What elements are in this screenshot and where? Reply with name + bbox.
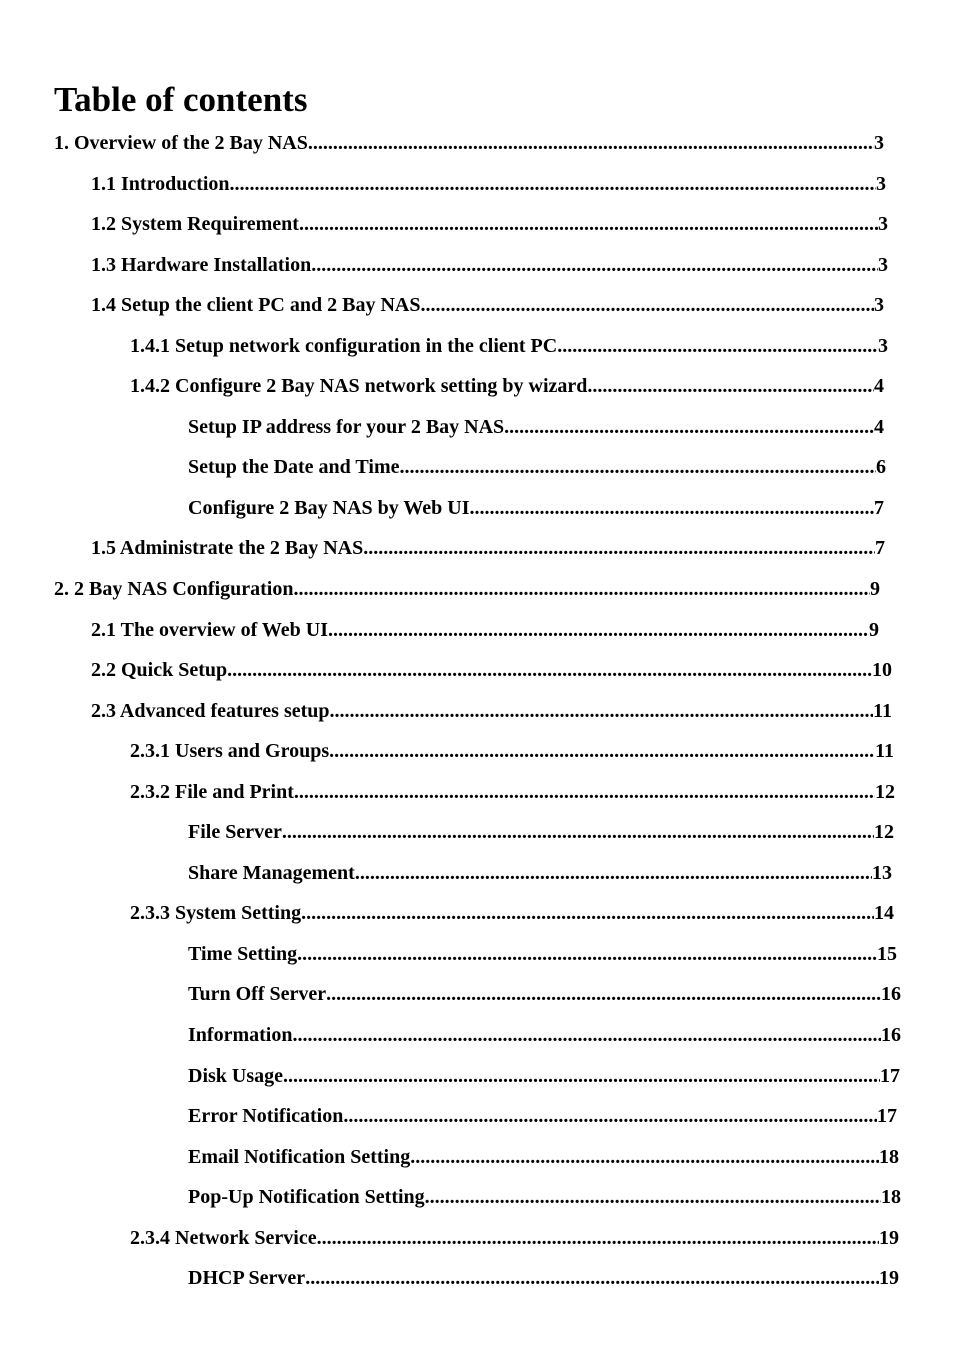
dot-leader <box>282 818 874 846</box>
toc-entry-label: Disk Usage <box>188 1064 284 1087</box>
toc-entry-page-number: 10 <box>872 659 892 682</box>
toc-entry-label: Setup the Date and Time <box>188 456 400 479</box>
toc-entry-label: DHCP Server <box>188 1267 306 1290</box>
dot-leader <box>305 1264 879 1292</box>
toc-entry-page-number: 16 <box>881 983 901 1006</box>
toc-entry[interactable] <box>0 1183 901 1224</box>
toc-entry-page-number: 17 <box>877 1105 897 1128</box>
toc-entry-label: 2.3.3 System Setting <box>130 902 302 925</box>
toc-entry-page-number: 3 <box>878 334 888 357</box>
toc-entry-label: Configure 2 Bay NAS by Web UI <box>188 496 470 519</box>
toc-entry[interactable] <box>0 1143 899 1184</box>
toc-entry-label: Error Notification <box>188 1105 344 1128</box>
toc-entry-page-number: 18 <box>879 1145 899 1168</box>
toc-entry[interactable] <box>0 575 880 616</box>
dot-leader <box>330 697 874 725</box>
dot-leader <box>301 899 874 927</box>
dot-leader <box>308 129 874 157</box>
dot-leader <box>470 494 874 522</box>
toc-entry[interactable] <box>0 372 884 413</box>
toc-entry-label: 1.4.2 Configure 2 Bay NAS network setting by wizard <box>130 375 588 398</box>
toc-entry-label: Pop-Up Notification Setting <box>188 1186 425 1209</box>
dot-leader <box>587 372 874 400</box>
toc-entry[interactable] <box>0 210 888 251</box>
toc-entry[interactable] <box>0 778 895 819</box>
toc-entry-label: 2.3.4 Network Service <box>130 1226 317 1249</box>
toc-entry[interactable] <box>0 656 892 697</box>
dot-leader <box>326 980 881 1008</box>
toc-entry-page-number: 17 <box>880 1064 900 1087</box>
dot-leader <box>363 534 875 562</box>
dot-leader <box>317 1224 879 1252</box>
toc-entry[interactable] <box>0 1264 899 1305</box>
toc-entry-page-number: 16 <box>881 1024 901 1047</box>
toc-entry-page-number: 3 <box>874 132 884 154</box>
toc-entry[interactable] <box>0 1062 900 1103</box>
toc-entry[interactable] <box>0 413 884 454</box>
toc-entry[interactable] <box>0 534 885 575</box>
toc-entry[interactable] <box>0 697 892 738</box>
toc-entry-page-number: 18 <box>881 1186 901 1209</box>
dot-leader <box>311 251 878 279</box>
toc-entry-label: Turn Off Server <box>188 983 327 1006</box>
dot-leader <box>425 1183 881 1211</box>
dot-leader <box>557 332 878 360</box>
dot-leader <box>283 1062 880 1090</box>
dot-leader <box>329 737 875 765</box>
toc-entry-page-number: 4 <box>874 415 884 438</box>
toc-entry-page-number: 6 <box>876 456 886 479</box>
toc-entry[interactable] <box>0 291 884 332</box>
dot-leader <box>227 656 872 684</box>
dot-leader <box>230 170 876 198</box>
toc-entry[interactable] <box>0 453 886 494</box>
toc-entry-page-number: 7 <box>875 537 885 560</box>
toc-entry-page-number: 12 <box>875 780 895 803</box>
toc-entry-label: File Server <box>188 821 282 844</box>
toc-entry-label: 2.3.2 File and Print <box>130 780 294 803</box>
toc-entry[interactable] <box>0 737 894 778</box>
dot-leader <box>343 1102 877 1130</box>
toc-entry[interactable] <box>0 251 888 292</box>
toc-entry[interactable] <box>0 940 897 981</box>
dot-leader <box>355 859 872 887</box>
toc-entry-label: 1.3 Hardware Installation <box>91 253 312 276</box>
dot-leader <box>400 453 876 481</box>
toc-entry-page-number: 9 <box>869 618 879 641</box>
toc-entry[interactable] <box>0 170 886 211</box>
toc-entry-page-number: 3 <box>878 253 888 276</box>
toc-entry[interactable] <box>0 332 888 373</box>
toc-entry[interactable] <box>0 129 884 170</box>
toc-entry-label: 2. 2 Bay NAS Configuration <box>54 578 294 601</box>
dot-leader <box>297 940 877 968</box>
toc-entry-page-number: 13 <box>872 861 892 884</box>
toc-entry-label: 2.3 Advanced features setup <box>91 699 330 722</box>
toc-list <box>0 129 954 1305</box>
toc-entry-label: 2.1 The overview of Web UI <box>91 618 329 641</box>
toc-entry-label: 1. Overview of the 2 Bay NAS <box>54 132 308 154</box>
dot-leader <box>292 1021 881 1049</box>
toc-entry-page-number: 12 <box>874 821 894 844</box>
toc-entry-page-number: 15 <box>877 942 897 965</box>
toc-entry-label: 1.2 System Requirement <box>91 213 299 236</box>
dot-leader <box>420 291 874 319</box>
toc-entry[interactable] <box>0 616 879 657</box>
toc-entry-page-number: 7 <box>874 496 884 519</box>
toc-entry-page-number: 19 <box>879 1226 899 1249</box>
dot-leader <box>328 616 869 644</box>
toc-entry-label: 1.4 Setup the client PC and 2 Bay NAS <box>91 294 421 317</box>
toc-entry-page-number: 4 <box>874 375 884 398</box>
toc-entry[interactable] <box>0 1021 901 1062</box>
dot-leader <box>299 210 878 238</box>
toc-entry[interactable] <box>0 494 884 535</box>
toc-entry[interactable] <box>0 899 894 940</box>
toc-entry-page-number: 3 <box>874 294 884 317</box>
toc-entry-page-number: 3 <box>878 213 888 236</box>
dot-leader <box>294 778 875 806</box>
toc-entry[interactable] <box>0 1102 897 1143</box>
toc-entry-page-number: 11 <box>875 740 894 763</box>
toc-entry[interactable] <box>0 980 901 1021</box>
toc-entry-label: 2.2 Quick Setup <box>91 659 228 682</box>
toc-entry-page-number: 19 <box>879 1267 899 1290</box>
toc-entry-label: Email Notification Setting <box>188 1145 411 1168</box>
toc-entry-label: Share Management <box>188 861 355 884</box>
toc-entry-label: Setup IP address for your 2 Bay NAS <box>188 415 505 438</box>
toc-entry-label: 1.4.1 Setup network configuration in the client PC <box>130 334 558 357</box>
toc-entry-page-number: 14 <box>874 902 894 925</box>
toc-entry-page-number: 9 <box>870 578 880 601</box>
toc-entry[interactable] <box>0 818 894 859</box>
toc-entry-label: 2.3.1 Users and Groups <box>130 740 330 763</box>
toc-entry-page-number: 3 <box>876 172 886 195</box>
toc-entry-label: Time Setting <box>188 942 298 965</box>
toc-entry-label: 1.5 Administrate the 2 Bay NAS <box>91 537 364 560</box>
dot-leader <box>410 1143 879 1171</box>
toc-entry-label: Information <box>188 1024 293 1047</box>
dot-leader <box>293 575 870 603</box>
dot-leader <box>504 413 874 441</box>
toc-entry[interactable] <box>0 1224 899 1265</box>
toc-title: Table of contents <box>54 80 308 119</box>
toc-entry-label: 1.1 Introduction <box>91 172 230 195</box>
toc-entry-page-number: 11 <box>873 699 892 722</box>
toc-entry[interactable] <box>0 859 892 900</box>
